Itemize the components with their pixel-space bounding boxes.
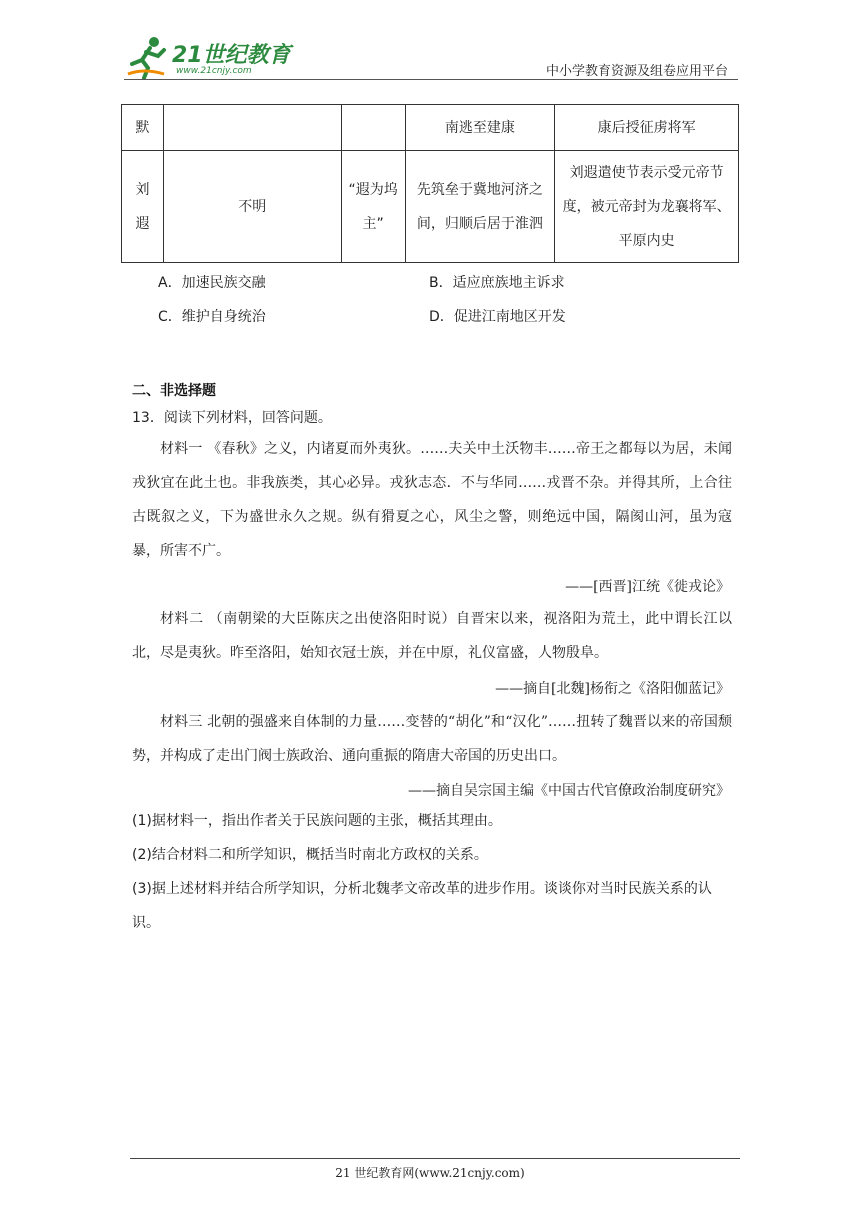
- option-a: A．加速民族交融: [158, 275, 266, 291]
- option-b: B．适应庶族地主诉求: [429, 275, 565, 291]
- option-c: C．维护自身统治: [158, 309, 266, 325]
- footer-divider: [130, 1158, 740, 1159]
- sub-question-3: (3)据上述材料并结合所学知识，分析北魏孝文帝改革的进步作用。谈谈你对当时民族关系的认识。: [132, 881, 712, 931]
- table-row: [122, 151, 739, 263]
- table-cell: 先筑垒于冀地河济之间，归顺后居于淮泗: [405, 151, 555, 263]
- material-3-text: 材料三 北朝的强盛来自体制的力量……变替的“胡化”和“汉化”……扭转了魏晋以来的帝国颓势，并构成了走出门阀士族政治、通向重振的隋唐大帝国的历史出口。: [132, 714, 732, 764]
- table-cell-text: 刘遐: [135, 181, 150, 232]
- table-cell: [122, 151, 164, 263]
- material-3: [132, 705, 732, 773]
- running-figure-icon: [124, 34, 170, 80]
- material-1: [132, 432, 732, 568]
- material-1-text: 材料一 《春秋》之义，内诸夏而外夷狄。……夫关中土沃物丰……帝王之都每以为居，未闻戎狄宜在此土也。非我族类，其心必异。戎狄志态．不与华同……戎晋不杂。并得其所，上合往古既叙之义，下为盛世永久之规。纵有猾夏之心，风尘之警，则绝远中国，隔阂山河，虽为寇暴，所害不广。: [132, 441, 732, 559]
- table-cell: “遐为坞主”: [341, 151, 405, 263]
- material-2: [132, 602, 732, 670]
- site-logo: [124, 34, 294, 80]
- table-cell: 南逃至建康: [405, 105, 555, 151]
- table-cell: 默: [122, 105, 164, 151]
- header-divider: [124, 79, 738, 80]
- material-2-source: ——摘自[北魏]杨衔之《洛阳伽蓝记》: [495, 681, 730, 697]
- sub-questions: [132, 804, 732, 940]
- material-2-text: 材料二 （南朝梁的大臣陈庆之出使洛阳时说）自晋宋以来，视洛阳为荒土，此中谓长江以北，尽是夷狄。昨至洛阳，始知衣冠士族，并在中原，礼仪富盛，人物殷阜。: [132, 611, 732, 661]
- table-row: [122, 105, 739, 151]
- table-cell: 刘遐遣使节表示受元帝节度，被元帝封为龙襄将军、平原内史: [555, 151, 739, 263]
- logo-url: www.21cnjy.com: [176, 66, 252, 76]
- sub-question-2: (2)结合材料二和所学知识，概括当时南北方政权的关系。: [132, 847, 488, 863]
- footer-text: 21 世纪教育网(www.21cnjy.com): [335, 1166, 525, 1180]
- material-1-source: ——[西晋]江统《徙戎论》: [565, 579, 730, 595]
- table-cell: [341, 105, 405, 151]
- logo-brand: 21世纪教育: [172, 43, 291, 68]
- platform-title: 中小学教育资源及组卷应用平台: [545, 64, 728, 79]
- history-table: [121, 104, 739, 263]
- table-cell: [163, 105, 341, 151]
- table-cell: 康后授征虏将军: [555, 105, 739, 151]
- table-cell: 不明: [163, 151, 341, 263]
- option-d: D．促进江南地区开发: [429, 309, 566, 325]
- section-title: 二、非选择题: [132, 383, 216, 399]
- sub-question-1: (1)据材料一，指出作者关于民族问题的主张，概括其理由。: [132, 813, 502, 829]
- question-stem: 13．阅读下列材料，回答问题。: [132, 410, 332, 426]
- material-3-source: ——摘自吴宗国主编《中国古代官僚政治制度研究》: [408, 783, 730, 799]
